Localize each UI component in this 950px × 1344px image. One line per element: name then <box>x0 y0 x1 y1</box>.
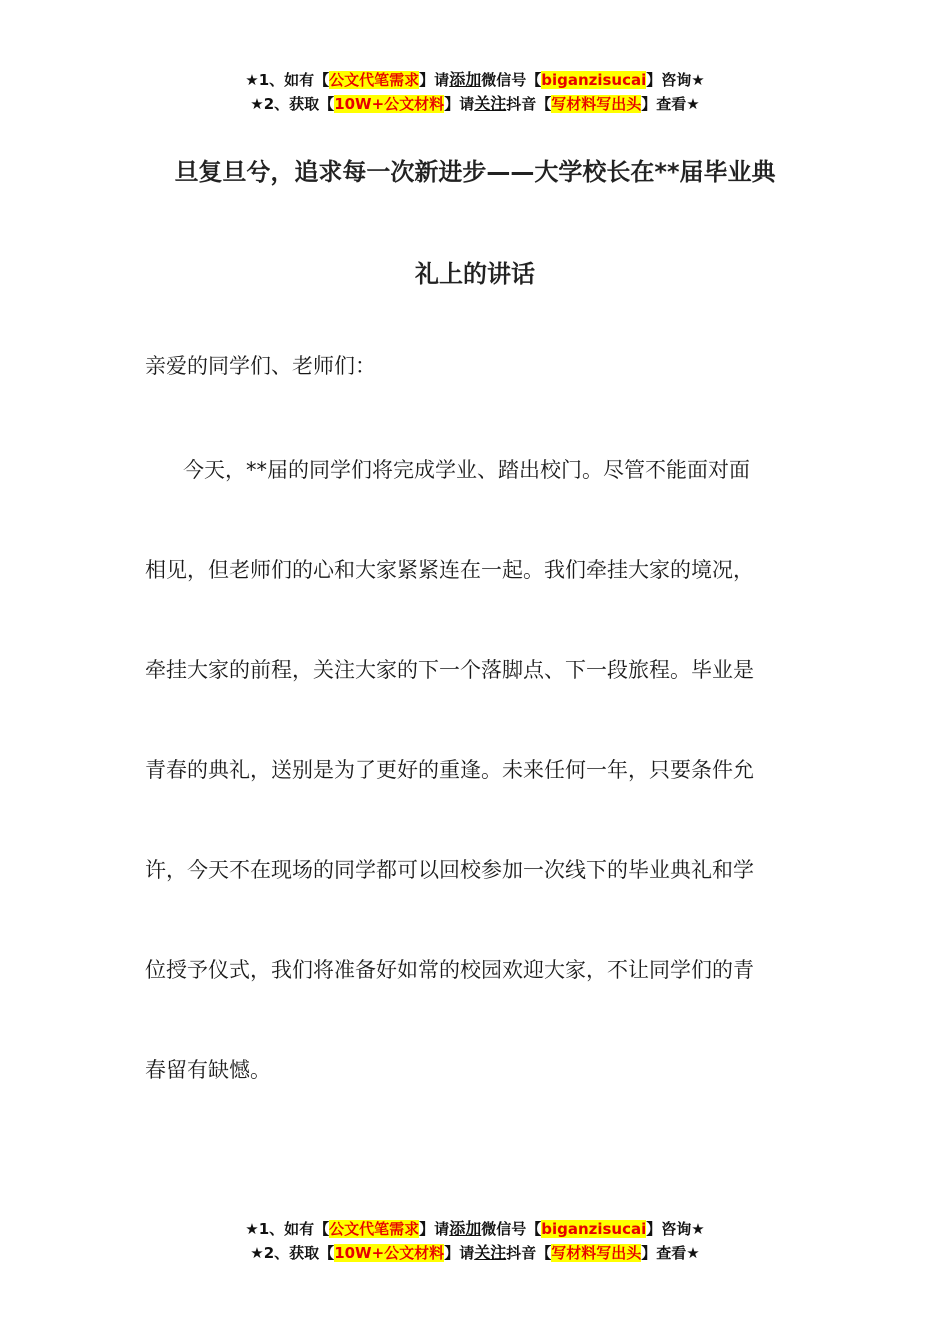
banner-text: 微信号【 <box>481 71 542 89</box>
banner-text: 抖音【 <box>506 95 552 113</box>
banner-text: 抖音【 <box>506 1244 552 1262</box>
banner-line-2 <box>0 1241 950 1265</box>
highlight-douyin-account: 写材料写出头 <box>551 95 642 113</box>
underlined-text: 关注 <box>474 94 507 113</box>
header-banner <box>0 68 950 116</box>
paragraph-line: 位授予仪式，我们将准备好如常的校园欢迎大家，不让同学们的青 <box>145 958 754 982</box>
banner-text: 】咨询★ <box>646 71 705 89</box>
banner-text: ★1、如有【 <box>245 1220 330 1238</box>
document-title-line-1: 旦复旦兮，追求每一次新进步——大学校长在**届毕业典 <box>174 158 776 186</box>
underlined-text: 关注 <box>474 1243 507 1262</box>
banner-text: 微信号【 <box>481 1220 542 1238</box>
banner-text: 】请 <box>444 95 475 113</box>
footer-banner <box>0 1217 950 1265</box>
highlight-douyin-account: 写材料写出头 <box>551 1244 642 1262</box>
banner-line-1 <box>0 68 950 92</box>
paragraph-line: 春留有缺憾。 <box>145 1058 271 1082</box>
highlight-materials: 10W+公文材料 <box>334 1244 445 1262</box>
document-title-line-2: 礼上的讲话 <box>415 260 535 288</box>
paragraph-line: 青春的典礼，送别是为了更好的重逢。未来任何一年，只要条件允 <box>145 758 754 782</box>
highlight-wechat-id: biganzisucai <box>541 1220 647 1238</box>
highlight-materials: 10W+公文材料 <box>334 95 445 113</box>
banner-text: 】查看★ <box>641 95 700 113</box>
highlight-wechat-id: biganzisucai <box>541 71 647 89</box>
highlight-service: 公文代笔需求 <box>329 71 420 89</box>
banner-text: 】请 <box>419 1220 450 1238</box>
underlined-text: 添加 <box>449 70 482 89</box>
underlined-text: 添加 <box>449 1219 482 1238</box>
salutation: 亲爱的同学们、老师们： <box>145 354 376 378</box>
body-paragraph <box>145 420 810 1120</box>
paragraph-line: 今天，**届的同学们将完成学业、踏出校门。尽管不能面对面 <box>183 458 750 482</box>
banner-text: ★2、获取【 <box>250 95 335 113</box>
banner-text: 】查看★ <box>641 1244 700 1262</box>
banner-text: 】咨询★ <box>646 1220 705 1238</box>
banner-text: 】请 <box>419 71 450 89</box>
banner-text: ★2、获取【 <box>250 1244 335 1262</box>
banner-text: ★1、如有【 <box>245 71 330 89</box>
banner-line-2 <box>0 92 950 116</box>
paragraph-line: 牵挂大家的前程，关注大家的下一个落脚点、下一段旅程。毕业是 <box>145 658 754 682</box>
highlight-service: 公文代笔需求 <box>329 1220 420 1238</box>
banner-text: 】请 <box>444 1244 475 1262</box>
banner-line-1 <box>0 1217 950 1241</box>
paragraph-line: 相见，但老师们的心和大家紧紧连在一起。我们牵挂大家的境况， <box>145 558 754 582</box>
paragraph-line: 许，今天不在现场的同学都可以回校参加一次线下的毕业典礼和学 <box>145 858 754 882</box>
